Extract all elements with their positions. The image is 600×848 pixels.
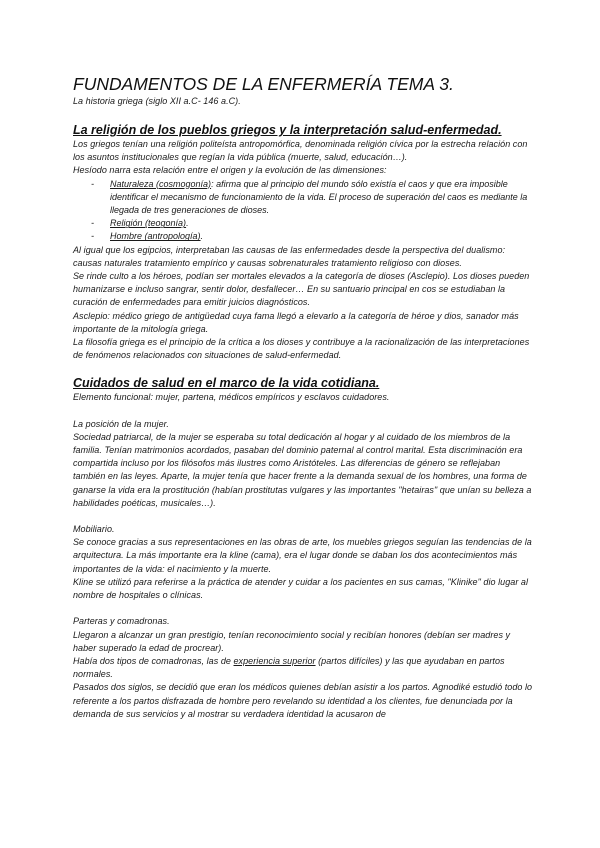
- subheading-mobiliario: Mobiliario.: [73, 524, 115, 535]
- subheading-parteras: Parteras y comadronas.: [73, 616, 170, 627]
- list-item-text: .: [186, 218, 189, 229]
- list-item: [73, 217, 533, 230]
- paragraph: Asclepio: médico griego de antigüedad cuya fama llegó a elevarlo a la categoría de héroe y dios, sanador más importante de la mitología griega.: [73, 310, 519, 334]
- section-heading-religion: La religión de los pueblos griegos y la interpretación salud-enfermedad.: [73, 123, 502, 137]
- paragraph: [73, 655, 533, 681]
- list-item-text: : afirma que al principio del mundo sólo existía el caos y que era imposible identificar el mecanismo de funcionamiento de la vida. El proceso de superación del caos es mediante la llegada de tres generaciones de dioses.: [110, 178, 528, 216]
- document-title: FUNDAMENTOS DE LA ENFERMERÍA TEMA 3.: [73, 74, 454, 94]
- paragraph: Elemento funcional: mujer, partena, médicos empíricos y esclavos cuidadores.: [73, 392, 390, 403]
- paragraph: Pasados dos siglos, se decidió que eran los médicos quienes debían asistir a los partos. Agnodiké estudió todo lo referente a los partos disfrazada de hombre pero revelando su identidad a los clientes, fue denunciada por la demanda de sus servicios y al mostrar su verdadera identidad la acusaron de: [73, 682, 533, 719]
- paragraph: Kline se utilizó para referirse a la práctica de atender y cuidar a los pacientes en sus camas, "Klinike" dio lugar al nombre de hospitales o clínicas.: [73, 576, 529, 601]
- paragraph: Se rinde culto a los héroes, podían ser mortales elevados a la categoría de dioses (Asclepio). Los dioses pueden humanizarse e incluso sangrar, sentir dolor, desfallecer… En su santuario principal en cos se estudiaban la curación de enfermedades para emitir juicios diagnósticos.: [73, 271, 530, 308]
- text-span: (partos difíciles) y las que ayudaban en partos normales.: [73, 655, 505, 680]
- list-item-term: Religión (teogonía): [110, 218, 187, 229]
- dimensions-list: [73, 178, 533, 244]
- list-item-term: Naturaleza (cosmogonía): [110, 178, 212, 189]
- paragraph: Se conoce gracias a sus representaciones en las obras de arte, los muebles griegos seguían las tendencias de la arquitectura. La más importante era la kline (cama), era el lugar donde se daban los dos acontecimientos más importantes de la vida: el nacimiento y la muerte.: [73, 537, 532, 574]
- document-page: [73, 74, 533, 721]
- subheading-mujer: La posición de la mujer.: [73, 418, 169, 429]
- section-heading-cuidados: Cuidados de salud en el marco de la vida cotidiana.: [73, 376, 380, 391]
- dash-bullet: -: [91, 178, 94, 189]
- paragraph: La filosofía griega es el principio de la crítica a los dioses y contribuye a la racionalización de las interpretaciones de fenómenos relacionados con situaciones de salud-enfermedad.: [73, 337, 530, 361]
- list-item: [73, 178, 533, 218]
- paragraph: Sociedad patriarcal, de la mujer se esperaba su total dedicación al hogar y al cuidado de los miembros de la familia. Tenían matrimonios acordados, pasaban del dominio paternal al control marital. Esta discriminación era compartida incluso por los filósofos más ilustres como Aristóteles. Las diferencias de género se reflejaban también en las leyes. Aparte, la mujer tenía que hacer frente a la demanda sexual de los hombres, una forma de ganarse la vida era la prostitución (habían prostitutas vulgares y las importantes "hetairas" que unían su belleza a habilidades poéticas, musicales…).: [73, 431, 532, 508]
- dash-bullet: -: [91, 231, 94, 242]
- list-item-text: .: [200, 231, 204, 242]
- dash-bullet: -: [91, 218, 94, 229]
- underlined-term: experiencia superior: [233, 655, 316, 666]
- text-span: Había dos tipos de comadronas, las de: [73, 655, 234, 666]
- paragraph: Los griegos tenían una religión politeísta antropomórfica, denominada religión cívica por la estrecha relación con los asuntos institucionales que regían la vida pública (muerte, salud, educación…).: [73, 139, 528, 163]
- paragraph: Llegaron a alcanzar un gran prestigio, tenían reconocimiento social y recibían honores (debían ser madres y haber superado la edad de procrear).: [73, 629, 511, 653]
- list-item: [73, 230, 533, 243]
- list-item-term: Hombre (antropología): [110, 231, 201, 242]
- paragraph: Hesíodo narra esta relación entre el origen y la evolución de las dimensiones:: [73, 165, 387, 176]
- document-subtitle: La historia griega (siglo XII a.C- 146 a.C).: [73, 96, 241, 106]
- paragraph: Al igual que los egipcios, interpretaban las causas de las enfermedades desde la perspectiva del dualismo: causas naturales tratamiento empírico y causas sobrenaturales tratamiento religioso con dioses.: [73, 244, 506, 268]
